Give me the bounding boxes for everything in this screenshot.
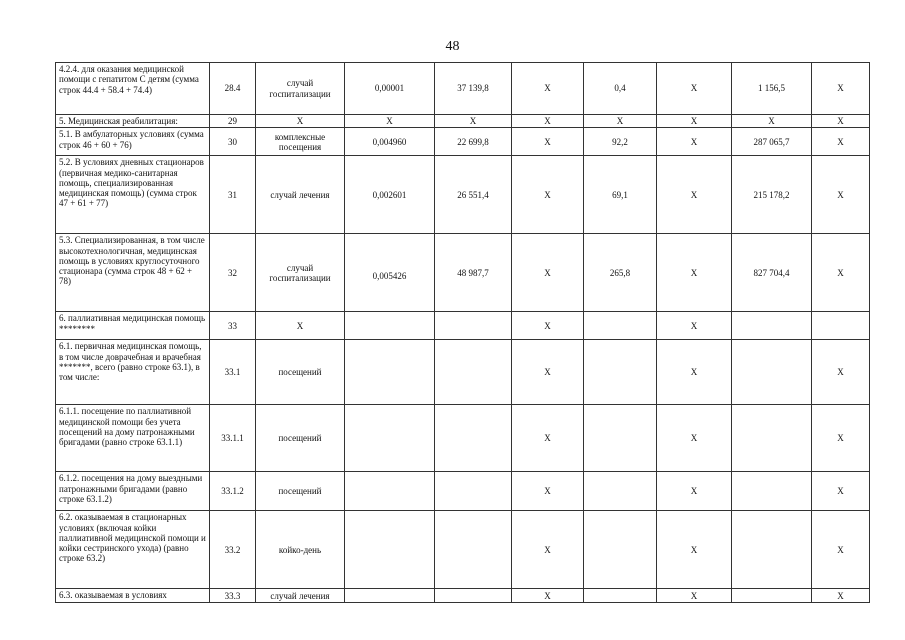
col8-cell: Х <box>657 63 732 115</box>
row-number-cell: 33.3 <box>210 589 256 603</box>
row-number-cell: 28.4 <box>210 63 256 115</box>
page-number: 48 <box>445 39 460 54</box>
col9-cell: 827 704,4 <box>732 234 812 312</box>
col6-cell: Х <box>512 589 584 603</box>
volume-cell <box>345 340 435 405</box>
col6-cell: Х <box>512 63 584 115</box>
col7-cell <box>584 312 657 340</box>
cost-cell <box>435 405 512 472</box>
col8-cell: Х <box>657 589 732 603</box>
col7-cell: 265,8 <box>584 234 657 312</box>
col10-cell: Х <box>812 115 870 128</box>
row-number-cell: 29 <box>210 115 256 128</box>
volume-cell <box>345 405 435 472</box>
col7-cell: Х <box>584 115 657 128</box>
row-name-cell: 4.2.4. для оказания медицинской помощи с гепатитом С детям (сумма строк 44.4 + 58.4 + 74.4) <box>56 63 210 115</box>
col8-cell: Х <box>657 472 732 511</box>
row-name-cell: 5.2. В условиях дневных стационаров (первичная медико-санитарная помощь, специализированная медицинская помощь) (сумма строк 47 + 61 + 77) <box>56 156 210 234</box>
col10-cell: Х <box>812 128 870 156</box>
row-name-cell: 6.3. оказываемая в условиях <box>56 589 210 603</box>
row-number-cell: 33.1.2 <box>210 472 256 511</box>
col9-cell <box>732 511 812 589</box>
table-row <box>56 340 870 405</box>
col7-cell <box>584 405 657 472</box>
col10-cell: Х <box>812 472 870 511</box>
table-row <box>56 472 870 511</box>
cost-cell <box>435 312 512 340</box>
col6-cell: Х <box>512 472 584 511</box>
cost-cell <box>435 472 512 511</box>
row-name-cell: 6.2. оказываемая в стационарных условиях (включая койки паллиативной медицинской помощи и койки сестринского ухода) (равно строке 63.2) <box>56 511 210 589</box>
row-name-cell: 5.3. Специализированная, в том числе высокотехнологичная, медицинская помощь в условиях круглосуточного стационара (сумма строк 48 + 62 + 78) <box>56 234 210 312</box>
volume-cell: Х <box>345 115 435 128</box>
col7-cell: 0,4 <box>584 63 657 115</box>
col7-cell <box>584 589 657 603</box>
cost-cell <box>435 589 512 603</box>
col9-cell <box>732 312 812 340</box>
volume-cell <box>345 312 435 340</box>
volume-cell <box>345 511 435 589</box>
row-name-cell: 6. паллиативная медицинская помощь ******** <box>56 312 210 340</box>
cost-cell: 22 699,8 <box>435 128 512 156</box>
unit-cell: койко-день <box>256 511 345 589</box>
row-number-cell: 33.1 <box>210 340 256 405</box>
unit-cell: комплексные посещения <box>256 128 345 156</box>
table-row <box>56 128 870 156</box>
volume-cell <box>345 589 435 603</box>
volume-cell: 0,005426 <box>345 234 435 312</box>
unit-cell: Х <box>256 115 345 128</box>
volume-cell: 0,00001 <box>345 63 435 115</box>
cost-cell: 48 987,7 <box>435 234 512 312</box>
volume-cell: 0,004960 <box>345 128 435 156</box>
col9-cell: 287 065,7 <box>732 128 812 156</box>
unit-cell: случай госпитализации <box>256 63 345 115</box>
table-row <box>56 156 870 234</box>
cost-cell: 26 551,4 <box>435 156 512 234</box>
col8-cell: Х <box>657 511 732 589</box>
col8-cell: Х <box>657 115 732 128</box>
unit-cell: посещений <box>256 405 345 472</box>
col9-cell <box>732 405 812 472</box>
unit-cell: посещений <box>256 472 345 511</box>
col9-cell <box>732 340 812 405</box>
col8-cell: Х <box>657 234 732 312</box>
col8-cell: Х <box>657 312 732 340</box>
col7-cell: 69,1 <box>584 156 657 234</box>
col6-cell: Х <box>512 128 584 156</box>
col10-cell: Х <box>812 234 870 312</box>
table-row <box>56 115 870 128</box>
row-name-cell: 6.1.1. посещение по паллиативной медицинской помощи без учета посещений на дому патронажными бригадами (равно строке 63.1.1) <box>56 405 210 472</box>
cost-cell: Х <box>435 115 512 128</box>
unit-cell: случай госпитализации <box>256 234 345 312</box>
col6-cell: Х <box>512 234 584 312</box>
col6-cell: Х <box>512 115 584 128</box>
row-name-cell: 6.1.2. посещения на дому выездными патронажными бригадами (равно строке 63.1.2) <box>56 472 210 511</box>
unit-cell: Х <box>256 312 345 340</box>
table-row <box>56 234 870 312</box>
col10-cell: Х <box>812 589 870 603</box>
col9-cell: 215 178,2 <box>732 156 812 234</box>
table-row <box>56 511 870 589</box>
col6-cell: Х <box>512 312 584 340</box>
col9-cell: Х <box>732 115 812 128</box>
col9-cell <box>732 589 812 603</box>
col10-cell: Х <box>812 405 870 472</box>
row-number-cell: 30 <box>210 128 256 156</box>
unit-cell: случай лечения <box>256 589 345 603</box>
row-number-cell: 31 <box>210 156 256 234</box>
col6-cell: Х <box>512 405 584 472</box>
col10-cell: Х <box>812 511 870 589</box>
col9-cell <box>732 472 812 511</box>
col7-cell: 92,2 <box>584 128 657 156</box>
row-name-cell: 5.1. В амбулаторных условиях (сумма строк 46 + 60 + 76) <box>56 128 210 156</box>
col7-cell <box>584 511 657 589</box>
table-row <box>56 63 870 115</box>
cost-cell <box>435 511 512 589</box>
row-name-cell: 5. Медицинская реабилитация: <box>56 115 210 128</box>
col6-cell: Х <box>512 340 584 405</box>
col6-cell: Х <box>512 511 584 589</box>
cost-cell: 37 139,8 <box>435 63 512 115</box>
unit-cell: случай лечения <box>256 156 345 234</box>
unit-cell: посещений <box>256 340 345 405</box>
row-name-cell: 6.1. первичная медицинская помощь, в том числе доврачебная и врачебная *******, всего (равно строке 63.1), в том числе: <box>56 340 210 405</box>
col10-cell: Х <box>812 156 870 234</box>
table-row <box>56 312 870 340</box>
row-number-cell: 33 <box>210 312 256 340</box>
volume-cell <box>345 472 435 511</box>
cost-cell <box>435 340 512 405</box>
col8-cell: Х <box>657 405 732 472</box>
col9-cell: 1 156,5 <box>732 63 812 115</box>
col8-cell: Х <box>657 340 732 405</box>
col7-cell <box>584 472 657 511</box>
col7-cell <box>584 340 657 405</box>
norms-table <box>55 62 870 603</box>
row-number-cell: 33.2 <box>210 511 256 589</box>
col6-cell: Х <box>512 156 584 234</box>
row-number-cell: 33.1.1 <box>210 405 256 472</box>
volume-cell: 0,002601 <box>345 156 435 234</box>
table-row <box>56 405 870 472</box>
col10-cell: Х <box>812 63 870 115</box>
row-number-cell: 32 <box>210 234 256 312</box>
col10-cell: Х <box>812 340 870 405</box>
col8-cell: Х <box>657 128 732 156</box>
col10-cell <box>812 312 870 340</box>
col8-cell: Х <box>657 156 732 234</box>
table-row <box>56 589 870 603</box>
